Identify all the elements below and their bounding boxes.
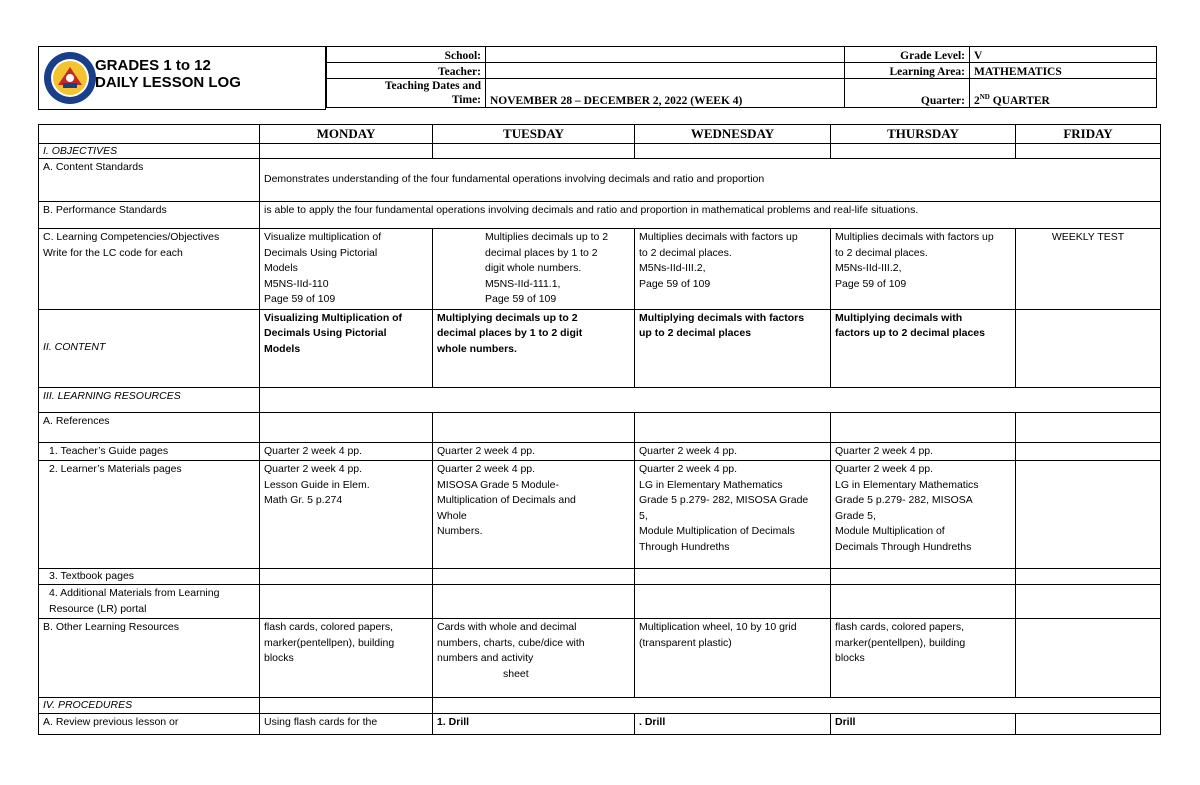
textbook-label: 3. Textbook pages bbox=[39, 569, 260, 585]
teacher-value bbox=[486, 63, 845, 79]
performance-standards-text: is able to apply the four fundamental operations involving decimals and ratio and proportion in mathematical problems and real-life situations. bbox=[260, 202, 1161, 229]
title-box bbox=[38, 46, 326, 110]
header-blank bbox=[39, 125, 260, 144]
competency-monday: Visualize multiplication of Decimals Using Pictorial Models M5NS-IId-110 Page 59 of 109 bbox=[260, 229, 433, 310]
review-tuesday: 1. Drill bbox=[433, 714, 635, 735]
objectives-heading: I. OBJECTIVES bbox=[39, 144, 260, 159]
other-thursday: flash cards, colored papers, marker(pentellpen), building blocks bbox=[831, 619, 1016, 698]
competency-thursday: Multiplies decimals with factors up to 2 decimal places. M5Ns-IId-III.2, Page 59 of 109 bbox=[831, 229, 1016, 310]
empty-cell bbox=[831, 569, 1016, 585]
empty-cell bbox=[260, 585, 433, 619]
empty-cell bbox=[260, 144, 433, 159]
day-header-thursday: THURSDAY bbox=[831, 125, 1016, 144]
other-resources-label: B. Other Learning Resources bbox=[39, 619, 260, 698]
competency-wednesday: Multiplies decimals with factors up to 2 decimal places. M5Ns-IId-III.2, Page 59 of 109 bbox=[635, 229, 831, 310]
review-friday bbox=[1016, 714, 1161, 735]
quarter-value bbox=[970, 79, 1157, 108]
grade-value: V bbox=[970, 47, 1157, 63]
teacher-label: Teacher: bbox=[327, 63, 486, 79]
competency-friday: WEEKLY TEST bbox=[1016, 229, 1161, 310]
quarter-text: QUARTER bbox=[989, 95, 1050, 107]
empty-cell bbox=[433, 698, 1161, 714]
tg-wednesday: Quarter 2 week 4 pp. bbox=[635, 442, 831, 461]
page-title bbox=[95, 57, 241, 91]
lm-monday: Quarter 2 week 4 pp. Lesson Guide in Elem. Math Gr. 5 p.274 bbox=[260, 461, 433, 569]
title-line-2: DAILY LESSON LOG bbox=[95, 74, 241, 91]
empty-cell bbox=[260, 698, 433, 714]
quarter-ordinal: ND bbox=[979, 93, 990, 102]
other-tuesday-sheet: sheet bbox=[503, 667, 529, 680]
tg-friday bbox=[1016, 442, 1161, 461]
performance-standards-label: B. Performance Standards bbox=[39, 202, 260, 229]
other-tuesday bbox=[433, 619, 635, 698]
lm-tuesday: Quarter 2 week 4 pp. MISOSA Grade 5 Module- Multiplication of Decimals and Whole Numbers. bbox=[433, 461, 635, 569]
tg-tuesday: Quarter 2 week 4 pp. bbox=[433, 442, 635, 461]
dates-value: NOVEMBER 28 – DECEMBER 2, 2022 (WEEK 4) bbox=[486, 79, 845, 108]
area-label: Learning Area: bbox=[845, 63, 970, 79]
content-friday bbox=[1016, 309, 1161, 387]
dll-header bbox=[38, 46, 1160, 110]
dates-label bbox=[327, 79, 486, 108]
competencies-label: C. Learning Competencies/Objectives Write for the LC code for each bbox=[39, 229, 260, 310]
empty-cell bbox=[635, 412, 831, 442]
content-wednesday: Multiplying decimals with factors up to 2 decimal places bbox=[635, 309, 831, 387]
grade-label: Grade Level: bbox=[845, 47, 970, 63]
empty-cell bbox=[635, 144, 831, 159]
review-monday: Using flash cards for the bbox=[260, 714, 433, 735]
tg-monday: Quarter 2 week 4 pp. bbox=[260, 442, 433, 461]
other-monday: flash cards, colored papers, marker(pentellpen), building blocks bbox=[260, 619, 433, 698]
empty-cell bbox=[433, 569, 635, 585]
review-wednesday: . Drill bbox=[635, 714, 831, 735]
day-header-friday: FRIDAY bbox=[1016, 125, 1161, 144]
day-header-wednesday: WEDNESDAY bbox=[635, 125, 831, 144]
day-header-monday: MONDAY bbox=[260, 125, 433, 144]
competency-tuesday: Multiplies decimals up to 2 decimal places by 1 to 2 digit whole numbers. M5NS-IId-111.1, Page 59 of 109 bbox=[433, 229, 635, 310]
empty-cell bbox=[260, 569, 433, 585]
tg-thursday: Quarter 2 week 4 pp. bbox=[831, 442, 1016, 461]
dates-label-line-1: Teaching Dates and bbox=[384, 80, 481, 92]
content-standards-label: A. Content Standards bbox=[39, 159, 260, 202]
lesson-log-table bbox=[38, 124, 1161, 735]
procedures-heading: IV. PROCEDURES bbox=[39, 698, 260, 714]
empty-cell bbox=[831, 585, 1016, 619]
school-label: School: bbox=[327, 47, 486, 63]
empty-cell bbox=[1016, 412, 1161, 442]
other-wednesday: Multiplication wheel, 10 by 10 grid (transparent plastic) bbox=[635, 619, 831, 698]
references-label: A. References bbox=[39, 412, 260, 442]
quarter-number: 2 bbox=[974, 95, 980, 107]
empty-cell bbox=[433, 144, 635, 159]
day-header-tuesday: TUESDAY bbox=[433, 125, 635, 144]
deped-seal-icon bbox=[43, 51, 97, 105]
area-value: MATHEMATICS bbox=[970, 63, 1157, 79]
lm-wednesday: Quarter 2 week 4 pp. LG in Elementary Mathematics Grade 5 p.279- 282, MISOSA Grade 5, Module Multiplication of Decimals Through Hundreths bbox=[635, 461, 831, 569]
empty-cell bbox=[831, 412, 1016, 442]
other-tuesday-text: Cards with whole and decimal numbers, charts, cube/dice with numbers and activity bbox=[437, 621, 585, 664]
review-thursday: Drill bbox=[831, 714, 1016, 735]
empty-cell bbox=[260, 412, 433, 442]
empty-cell bbox=[831, 144, 1016, 159]
empty-cell bbox=[433, 585, 635, 619]
teachers-guide-label: 1. Teacher’s Guide pages bbox=[39, 442, 260, 461]
school-value bbox=[486, 47, 845, 63]
review-label: A. Review previous lesson or bbox=[39, 714, 260, 735]
content-tuesday: Multiplying decimals up to 2 decimal places by 1 to 2 digit whole numbers. bbox=[433, 309, 635, 387]
empty-cell bbox=[1016, 585, 1161, 619]
content-heading: II. CONTENT bbox=[39, 309, 260, 387]
lesson-info-table bbox=[326, 46, 1157, 108]
empty-cell bbox=[1016, 144, 1161, 159]
dates-label-line-2: Time: bbox=[451, 94, 481, 106]
title-line-1: GRADES 1 to 12 bbox=[95, 57, 211, 74]
lm-friday bbox=[1016, 461, 1161, 569]
empty-cell bbox=[433, 412, 635, 442]
empty-cell bbox=[260, 387, 1161, 412]
empty-cell bbox=[635, 585, 831, 619]
content-monday: Visualizing Multiplication of Decimals Using Pictorial Models bbox=[260, 309, 433, 387]
quarter-label: Quarter: bbox=[845, 79, 970, 108]
learners-materials-label: 2. Learner’s Materials pages bbox=[39, 461, 260, 569]
additional-materials-label: 4. Additional Materials from Learning Resource (LR) portal bbox=[39, 585, 260, 619]
content-standards-text: Demonstrates understanding of the four fundamental operations involving decimals and ratio and proportion bbox=[260, 159, 1161, 202]
lm-thursday: Quarter 2 week 4 pp. LG in Elementary Mathematics Grade 5 p.279- 282, MISOSA Grade 5, Module Multiplication of Decimals Through Hundreths bbox=[831, 461, 1016, 569]
empty-cell bbox=[635, 569, 831, 585]
resources-heading: III. LEARNING RESOURCES bbox=[39, 387, 260, 412]
empty-cell bbox=[1016, 569, 1161, 585]
other-friday bbox=[1016, 619, 1161, 698]
content-thursday: Multiplying decimals with factors up to 2 decimal places bbox=[831, 309, 1016, 387]
